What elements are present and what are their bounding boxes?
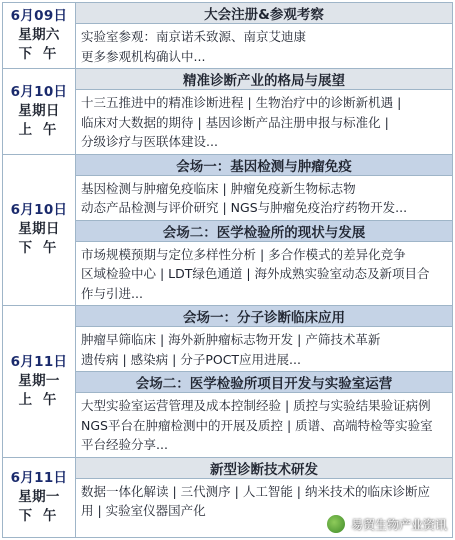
topic-line: 遗传病 | 感染病 | 分子POCT应用进展... xyxy=(81,351,301,367)
topic-line: 市场规模预期与定位多样性分析 | 多合作模式的差异化竞争 xyxy=(81,246,406,262)
weekday-label: 星期一 xyxy=(18,488,60,505)
session-topics xyxy=(76,176,452,221)
topic-line: 十三五推进中的精准诊断进程 | 生物治疗中的诊断新机遇 | xyxy=(81,95,402,110)
ampm-label: 下 午 xyxy=(18,507,60,524)
session-topics xyxy=(76,393,452,458)
topic-line: 基因检测与肿瘤免疫临床 | 肿瘤免疫新生物标志物 xyxy=(81,180,356,196)
watermark-text: 易贸生物产业资讯 xyxy=(350,517,447,532)
date-label: 6月11日 xyxy=(10,353,68,370)
topic-line: 肿瘤早筛临床 | 海外新肿瘤标志物开发 | 产筛技术革新 xyxy=(81,332,381,347)
session-topics xyxy=(76,242,452,307)
session-title: 新型诊断技术研发 xyxy=(76,458,452,479)
session-title: 会场二：医学检验所项目开发与实验室运营 xyxy=(76,372,452,393)
agenda-table xyxy=(2,2,453,538)
topic-line: 大型实验室运营管理及成本控制经验 | 质控与实验结果验证病例 xyxy=(81,398,431,413)
date-cell xyxy=(3,69,76,155)
topic-line: 实验室参观：南京诺禾致源、南京艾迪康 xyxy=(81,29,307,44)
brand-logo-icon xyxy=(326,514,346,534)
session-title: 会场一：分子诊断临床应用 xyxy=(76,306,452,327)
session-title: 会场二：医学检验所的现状与发展 xyxy=(76,221,452,242)
date-cell xyxy=(3,3,76,69)
topic-line: 平台经验分享... xyxy=(81,437,168,452)
topic-line: 动态产品检测与评价研究 | NGS与肿瘤免疫治疗药物开发... xyxy=(81,200,408,215)
session-title: 会场一：基因检测与肿瘤免疫 xyxy=(76,155,452,176)
weekday-label: 星期一 xyxy=(18,372,60,389)
ampm-label: 下 午 xyxy=(18,240,60,257)
topic-line: 数据一体化解读 | 三代测序 | 人工智能 | 纳米技术的临床诊断应 xyxy=(81,483,430,499)
topic-line: 作与引进... xyxy=(81,285,143,301)
topic-line: 用 | 实验室仪器国产化 xyxy=(81,503,206,518)
weekday-label: 星期六 xyxy=(18,27,60,43)
date-cell xyxy=(3,306,76,458)
weekday-label: 星期日 xyxy=(18,221,60,238)
session-title: 精准诊断产业的格局与展望 xyxy=(76,69,452,90)
date-label: 6月11日 xyxy=(10,469,68,486)
topic-line: 区域检验中心 | LDT绿色通道 | 海外成熟实验室动态及新项目合 xyxy=(81,266,430,281)
date-cell xyxy=(3,458,76,538)
date-label: 6月10日 xyxy=(10,83,68,100)
session-topics xyxy=(76,24,452,69)
date-label: 6月09日 xyxy=(10,8,68,24)
session-topics xyxy=(76,90,452,155)
ampm-label: 上 午 xyxy=(18,121,60,138)
session-topics xyxy=(76,327,452,372)
date-cell xyxy=(3,155,76,307)
topic-line: 分级诊疗与医联体建设... xyxy=(81,134,218,149)
date-label: 6月10日 xyxy=(10,202,68,219)
topic-line: 临床对大数据的期待 | 基因诊断产品注册申报与标准化 | xyxy=(81,114,389,130)
watermark xyxy=(326,514,447,534)
weekday-label: 星期日 xyxy=(18,102,60,119)
topic-line: 更多参观机构确认中... xyxy=(81,48,206,64)
ampm-label: 上 午 xyxy=(18,391,60,408)
topic-line: NGS平台在肿瘤检测中的开展及质控 | 质谱、高端特检等实验室 xyxy=(81,417,433,433)
session-title: 大会注册&参观考察 xyxy=(76,3,452,24)
ampm-label: 下 午 xyxy=(18,46,60,62)
